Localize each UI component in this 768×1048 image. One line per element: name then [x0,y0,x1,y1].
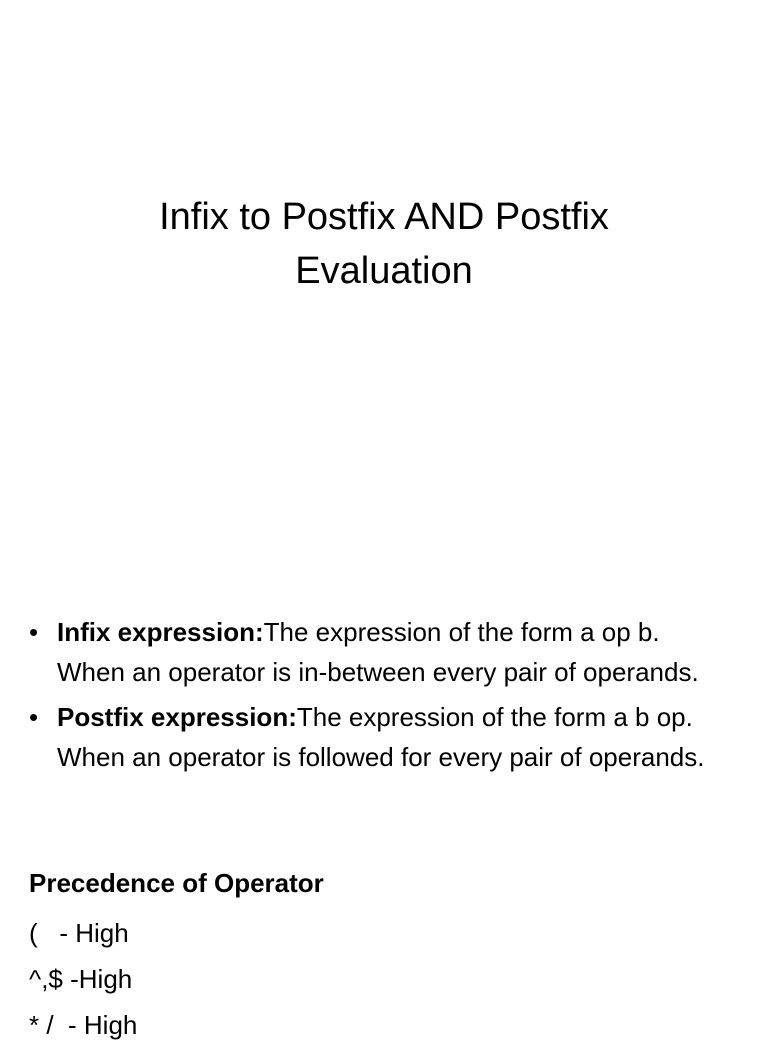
slide-title-line-2: Evaluation [295,250,473,292]
definition-text: The expression of the form a op b. When an operator is in-between every pair of operands. [57,617,699,687]
definition-postfix [29,697,729,777]
precedence-heading: Precedence of Operator [29,868,324,898]
precedence-list [29,910,137,1048]
definition-term: Postfix expression: [57,702,297,732]
precedence-item: ( - High [29,918,129,948]
precedence-item: * / - High [29,1010,138,1040]
definition-text: The expression of the form a b op. When an operator is followed for every pair of operands. [57,702,705,772]
slide-title [64,190,704,298]
bullet-icon: • [29,702,39,732]
definition-list [29,612,729,782]
bullet-icon: • [29,617,39,647]
slide-title-line-1: Infix to Postfix AND Postfix [159,196,609,238]
definition-infix [29,612,729,692]
precedence-item: ^,$ -High [29,964,133,994]
definition-term: Infix expression: [57,617,264,647]
